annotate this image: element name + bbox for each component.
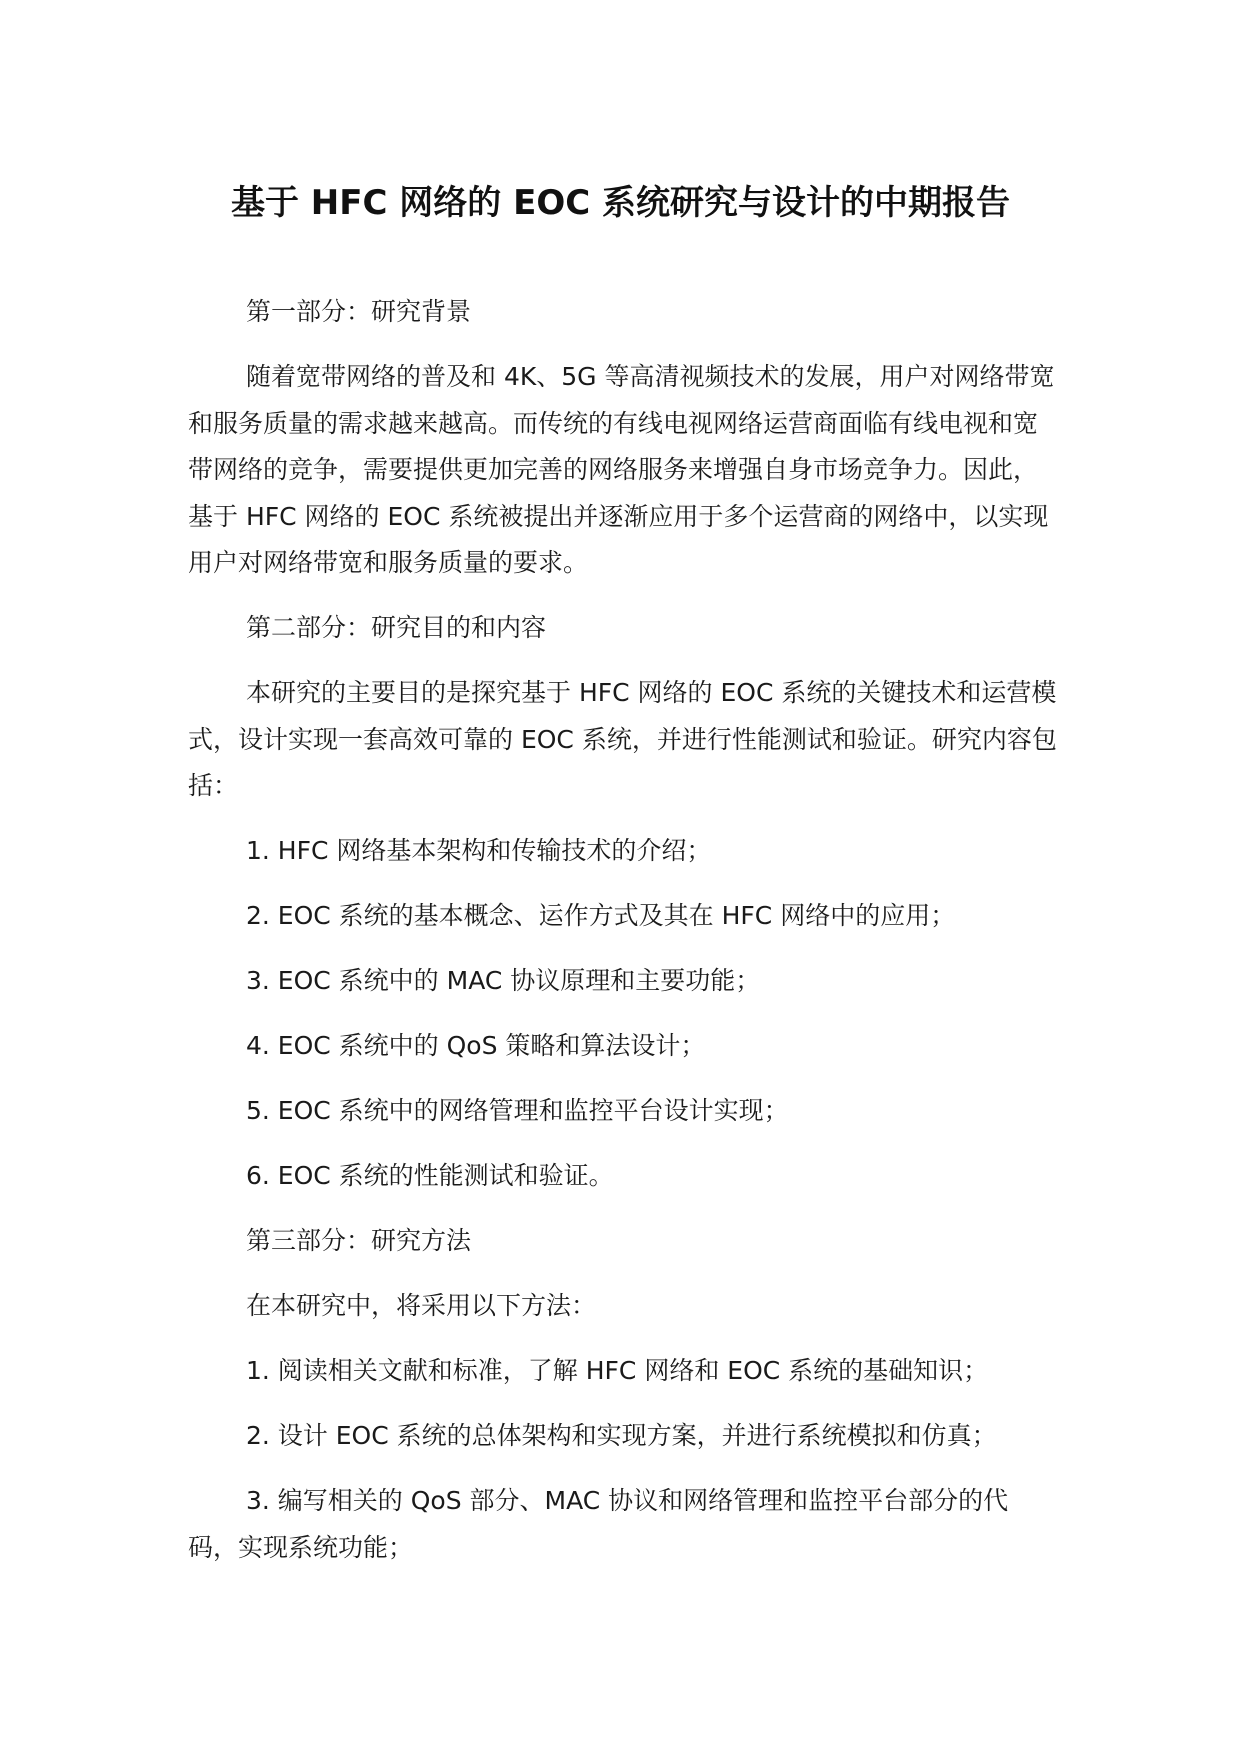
list-item-method-2: 2. 设计 EOC 系统的总体架构和实现方案，并进行系统模拟和仿真； bbox=[246, 1421, 997, 1450]
paragraph-goals: 本研究的主要目的是探究基于 HFC 网络的 EOC 系统的关键技术和运营模式，设计实现一套高效可靠的 EOC 系统，并进行性能测试和验证。研究内容包括： bbox=[188, 678, 1057, 800]
section-heading-methods: 第三部分：研究方法 bbox=[246, 1226, 472, 1255]
paragraph-background: 随着宽带网络的普及和 4K、5G 等高清视频技术的发展，用户对网络带宽和服务质量的需求越来越高。而传统的有线电视网络运营商面临有线电视和宽带网络的竞争，需要提供更加完善的网络服务来增强自身市场竞争力。因此，基于 HFC 网络的 EOC 系统被提出并逐渐应用于多个运营商的网络中，以实现用户对网络带宽和服务质量的要求。 bbox=[188, 362, 1055, 577]
list-item-content-3: 3. EOC 系统中的 MAC 协议原理和主要功能； bbox=[246, 966, 761, 995]
list-item-content-4: 4. EOC 系统中的 QoS 策略和算法设计； bbox=[246, 1031, 706, 1060]
paragraph-methods-intro: 在本研究中，将采用以下方法： bbox=[246, 1291, 597, 1320]
list-item-content-6: 6. EOC 系统的性能测试和验证。 bbox=[246, 1161, 614, 1190]
list-item-method-1: 1. 阅读相关文献和标准，了解 HFC 网络和 EOC 系统的基础知识； bbox=[246, 1356, 989, 1385]
section-heading-goals: 第二部分：研究目的和内容 bbox=[246, 613, 547, 642]
list-item-content-2: 2. EOC 系统的基本概念、运作方式及其在 HFC 网络中的应用； bbox=[246, 901, 956, 930]
document-body bbox=[188, 289, 1058, 1571]
list-item-content-5: 5. EOC 系统中的网络管理和监控平台设计实现； bbox=[246, 1096, 789, 1125]
section-heading-background: 第一部分：研究背景 bbox=[246, 297, 472, 326]
list-item-method-3: 3. 编写相关的 QoS 部分、MAC 协议和网络管理和监控平台部分的代码，实现系统功能； bbox=[188, 1486, 1009, 1562]
document-title: 基于 HFC 网络的 EOC 系统研究与设计的中期报告 bbox=[230, 183, 1011, 223]
list-item-content-1: 1. HFC 网络基本架构和传输技术的介绍； bbox=[246, 836, 712, 865]
